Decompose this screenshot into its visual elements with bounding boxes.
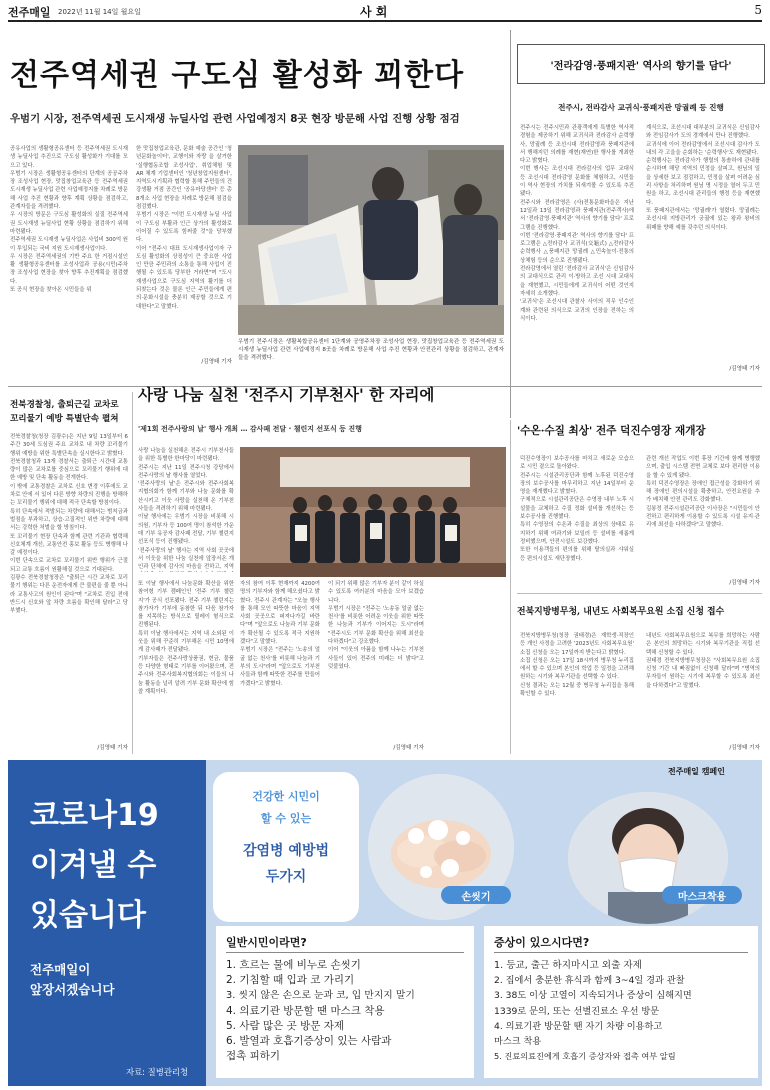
symptoms-heading: 증상이 있으시다면?	[494, 936, 590, 949]
general-public-card	[216, 926, 474, 1078]
list-item: 5. 진료의료진에게 호흡기 증상자와 접촉 여부 알림	[494, 1051, 676, 1062]
section-title: 사 회	[360, 5, 388, 19]
right-mid-col-1: 덕진수영장이 보수공사를 마치고 새로운 모습으로 시민 곁으로 돌아왔다. 전주시는 시설관리공단과 함께 노후된 덕진수영장의 보수공사를 마무리하고 지난 14일부터 운영을 재개했다고 밝혔다. 구체적으로 시설관리공단은 수영장 내부 노후 시설물을 교체하고 수질 정화 설비를 개선하는 등 보수공사를 진행했다. 특히 수영장의 수온과 수질을 최상의 상태로 유지하기 위해 여과기와 보일러 등 설비를 새롭게 정비했으며, 안전시설도 보강했다. 또한 이용객들의 편의를 위해 탈의실과 샤워실 등 편의시설도 새단장했다.	[520, 456, 634, 562]
list-item: 4. 의료기관 방문할 땐 마스크 착용	[226, 1004, 385, 1017]
list-item: 4. 의료기관 방문할 땐 자기 차량 이용하고	[494, 1020, 663, 1032]
right-bottom-col-1: 전북지방병무청(청장 권태경)은 재학생·직장인 등 개인 사정을 고려한 '2023년도 사회복무요원' 소집 신청을 오는 17일까지 받는다고 밝혔다. 소집 신청은 오는 17일 18시까지 병무청 누리집에서 할 수 있으며 본인의 학업 등 일정을 고려해 원하는 시기와 복무기관을 선택할 수 있다. 신청 결과는 오는 12월 중 병무청 누리집을 통해 확인할 수 있다.	[520, 633, 634, 698]
symptoms-underline	[494, 952, 748, 953]
issue-date: 2022년 11월 14일 월요일	[58, 8, 141, 16]
bubble-line-3: 감염병 예방법	[242, 843, 330, 859]
divider-vertical-left	[132, 392, 133, 754]
ad-big-line-2: 이겨낼 수	[30, 848, 157, 883]
main-col-1: 공유사업의 생활형공유센터 등 전주역세권 도시재생 뉴딜사업 추진으로 구도심 활성화가 기대를 모으고 있다. 우범기 시장은 생활형공유센터의 단계의 공공주차장 조성사업 현장, 맛집창업교육관 등 전주역세권 도시재생 뉴딜사업 관련 사업예정지를 차례로 방문해 사업 추진 현황과 향후 계획 상황을 점검하고, 관계자들을 격려했다. 우 시장의 방문은 구도심 활성화의 실질 전주역세권 도시재생 뉴딜사업 현황 상황을 점검하기 위해 마련됐다. 전주역세권 도시재생 뉴딜사업은 사업비 300억 원이 투입되는 국비 지원 도시재생사업이다. 우 시장은 전주역세권의 기반 주요 한 거점시설인 활 생활형공유센터를 조성사업과 공용(시민)주차장 조성사업 현장을 찾아 향후 추진계획을 점검했다. 또 공식 현장을 찾아온 시민들을 위	[10, 146, 128, 294]
site-visit-photo-illustration	[238, 145, 504, 335]
list-item: 3. 씻지 않은 손으로 눈과 코, 입 만지지 말기	[226, 990, 415, 1002]
donation-photo	[240, 447, 506, 577]
masthead	[8, 3, 762, 19]
main-headline: 전주역세권 구도심 활성화 꾀한다	[10, 58, 465, 93]
mask-icon	[568, 792, 728, 924]
symptoms-card	[484, 926, 758, 1078]
list-item: 5. 사람 많은 곳 방문 자제	[226, 1019, 344, 1032]
list-item: 접촉 피하기	[226, 1050, 281, 1063]
main-photo-caption: 우범기 전주시장은 생활복합공유센터 1단계와 공영주차장 조성사업 현장, 맛집창업교육관 등 전주역세권 도시재생 뉴딜사업 관련 사업예정지 8곳을 차례로 방문해 사업 추진 현황과 안전관리 상황을 점검하고, 관계자들을 격려했다.	[238, 339, 504, 362]
group-photo-illustration	[240, 447, 506, 577]
list-item: 1339로 문의, 또는 선별진료소 우선 방문	[494, 1005, 660, 1017]
paper-name: 전주매일	[8, 6, 51, 19]
general-public-heading: 일반시민이라면?	[226, 936, 307, 949]
list-item: 2. 기침할 때 입과 코 가리기	[226, 974, 355, 987]
right-top-headline: '전라감영·풍패지관' 역사의 향기를 담다'	[550, 60, 732, 72]
main-col-2: 한 맛집창업교육관, 문화 예술 공간인 '청년문화놀이터', 교행이와 자랑 을 살거한 '실행협동조합 조성사업', 취업체험 및 AR 체계 기업센터인 '청년창업지원센터', 지역도시기획과 협력할 통해 주민들의 건강생활 거점 공간인 '공유마당센터' 등 총 8개소 사업 현장을 차례로 방문해 점검을 점검했다. 우범기 시장은 "이번 도시재생 뉴딜 사업이 구도심 부활과 인근 상가의 활성화로 이어질 수 있도록 힘써줄 것"을 당부했다. 이어 "전주시 대표 도시재생사업이자 구도심 활성화의 상징성이 큰 중요한 사업인 만큼 주민과의 소통을 통해 사업이 진행될 수 있도록 당부한 거라면"며 "도시재생사업으로 구도심 지역의 활기를 더 되찾는다 것은 물론 인근 주민들에게 편의·문화시설을 충분히 제공할 것으로 기대한다"고 말했다.	[136, 146, 232, 310]
left-mid-byline: /김영태 기자	[97, 745, 128, 751]
covid-campaign-ad	[8, 760, 762, 1086]
list-item: 1. 등교, 출근 하지마시고 외출 자제	[494, 960, 642, 971]
center-mid-col-4: 이 되기 위해 많은 기부자 분이 같이 하실 수 있도록 여러분의 마음을 모아 보겠습니다. 우범기 시장은 "전주는 '노송동 얼굴 없는 천사'를 비롯한 어려운 이웃을 위한 따뜻한 나눔과 기부가 이어지는 도시"라며 "전주시도 기부 문화 확산을 위해 최선을 다하겠다"고 강조했다. 이어 "이웃의 아픔을 함께 나누는 기부천사들이 있어 전주의 미래는 더 밝다"고 덧붙였다.	[328, 581, 424, 670]
ad-campaign-label: 전주매일 캠페인	[668, 767, 725, 776]
ad-sub-line-1: 전주매일이	[30, 962, 91, 977]
divider-vertical-right	[510, 420, 511, 754]
bubble-line-4: 두가지	[265, 869, 307, 885]
center-mid-col-1: 사랑 나눔을 실천해온 전주시 기부천사들을 위한 특별한 한마당이 마련됐다. 전주시는 지난 11일 전주시청 강당에서 전주사랑의 날 행사를 열었다. '전주사랑의 날'은 전주시와 전주사회복지협의회가 함께 기부와 나눔 문화를 확산시키고 이웃 사랑을 실천해 온 기부천사들을 격려하기 위해 마련됐다. 이날 행사에는 우범기 시장을 비롯해 시의원, 기부자 등 100여 명이 참석한 가운데 기부 유공자 감사패 전달, 기부 챌린지 선포식 등이 진행됐다. '전주사랑의 날' 행사는 지역 사회 곳곳에서 이웃을 위한 나눔 실천에 앞장서온 개인과 단체에 감사의 마음을 전하고, 지역	[138, 448, 234, 571]
right-bottom-col-2: 내년도 사회복무요원으로 복무를 희망하는 사람은 본인의 희망하는 시기와 복무기관을 직접 선택해 신청할 수 있다. 권태경 전북지방병무청장은 "사회복무요원 소집 신청 기간 내 빠짐없이 신청해 달라"며 "병역의무자들이 원하는 시기에 복무할 수 있도록 최선을 다하겠다"고 말했다.	[646, 633, 760, 689]
list-item: 마스크 착용	[494, 1036, 542, 1048]
center-mid-byline: /김영태 기자	[393, 745, 424, 751]
right-bottom-byline: /김영태 기자	[729, 745, 760, 751]
right-top-byline: /김영태 기자	[729, 366, 760, 372]
right-top-col-2: 계식으로, 조선시대 대부분의 교귀식은 신임감사와 전임감사가 도의 경계에서 만나 진행했다. 교귀식에 이어 전라감영에서 조선시대 감사가 도내의 각 고을을 순회하는 '순력행사'도 재현됐다. 순력행사는 전라감사가 행렬의 통솔하에 관내를 순시하며 해당 지역의 민정을 살피고, 원님의 일을 상세한 보고 점검하고, 민정을 살펴 어려운 심리 사항을 처리하며 원님 명 시정을 열어 두고 민원을 하고, 조선시대 관리들의 행정 등을 재현했다. 또 풍패지관에서는 '망궐례'가 열렸다. 망궐례는 조선시대 지방관리가 궁궐에 있는 왕과 왕비의 위패를 향해 예를 갖추던 의식이다.	[646, 125, 760, 231]
main-subhead: 우범기 시장, 전주역세권 도시재생 뉴딜사업 관련 사업예정지 8곳 현장 방문해 사업 진행 상황 점검	[10, 113, 460, 125]
divider-vertical-top	[510, 30, 511, 418]
main-col-2-byline: /김영태 기자	[201, 359, 232, 365]
center-mid-col-3: 자의 참여 이후 현재까지 4200여 명의 기부자와 함께 해오셨다고 밝혔다. 전주시 관계자는 "오늘 행사를 통해 모인 따뜻한 마음이 지역 사회 곳곳으로 퍼져나가길 바란다"며 "앞으로도 나눔과 기부 문화가 확산될 수 있도록 적극 지원하겠다"고 말했다. 우범기 시장은 "전주는 '노송의 얼굴 없는 천사'를 비롯해 나눔과 기부의 도시"라며 "앞으로도 기부천사들과 함께 따뜻한 전주를 만들어 가겠다"고 밝혔다.	[240, 581, 320, 687]
handwash-label: 손씻기	[461, 892, 491, 903]
list-item: 3. 38도 이상 고열이 지속되거나 증상이 심해지면	[494, 990, 692, 1002]
list-item: 6. 발열과 호흡기증상이 있는 사람과	[226, 1035, 392, 1048]
bubble-line-2: 할 수 있는	[260, 812, 312, 825]
right-top-col-1: 전주시는 전주시민과 관광객에게 특별한 역사적 경험을 제공하기 위해 교귀식과 전라감사 순력행사, 망궐례 등 조선시대 전라감영과 풍패지관에서 행해지던 의례를 재현(재연)한 행사를 개최한다고 밝혔다. 이번 행사는 조선시대 전라감사의 업무 교대식 등 조선시대 전라감영 문화를 체험하고, 시민들이 역사 현장의 가치를 되새겨볼 수 있도록 추진됐다. 전주시와 전라감영은 (사)전통문화마을은 지난 12일과 13일 전라감영과 풍패지관(전주객사)에서 '전라감영·풍패지관' 역사의 향기를 담다' 프로그램을 진행했다. 이번 '전라감영·풍패지관' 역사의 향기를 담다' 프로그램은 △전라감사 교귀식(交龜式) △전라감사 순력행사 △풍패지관 망궐례 △민속놀이·전통의상체험 등의 순으로 진행됐다. 전라감영에서 열린 '전라감사 교귀식'은 신임감사의 교대식으로 관리 이·방하고 조선 시대 교대식을 재현했고, 시민들에게 교귀식이 어떤 것인지 자세히 소개했다. '교귀식'은 조선시대 관찰사 사이의 직무 인수인계와 관련된 의식으로 교귀의 인장을 전하는 의식이다.	[520, 125, 634, 322]
bubble-line-1: 건강한 시민이	[252, 790, 320, 803]
symptoms-list	[494, 958, 756, 1064]
mask-label: 마스크착용	[677, 892, 727, 903]
center-mid-col-2: 또 이날 행사에서 나눔문화 확산을 위한 참여형 기부 캠페인인 '전주 기부 챌린지'가 공식 선포됐다. 전주 기부 챌린지는 참가자가 기부에 동참한 뒤 다음 참가자를 지목하는 방식으로 릴레이 형식으로 진행된다. 특히 이날 행사에서는 지역 내 소외된 이웃을 위해 꾸준히 기부해온 시민 10명에게 감사패가 전달됐다. 기부자들은 전주사랑상품권, 현금, 물품 등 다양한 형태로 기부를 이어왔으며, 전주시와 전주사회복지협의회는 이들의 나눔 활동을 널리 알려 기부 문화 확산에 힘쓸 계획이다.	[138, 581, 234, 695]
ad-source: 자료: 질병관리청	[126, 1067, 189, 1077]
right-top-subhead: 전주시, 전라감사 교귀식·풍패지관 망궐례 등 진행	[558, 103, 724, 112]
left-mid-headline: 전북경찰청, 출퇴근길 교차로 꼬리물기 예방 특별단속 펼쳐	[10, 400, 119, 424]
right-mid-col-2: 관련 개선 작업도 이번 휴장 기간에 함께 병행했으며, 출입 시스템 전면 교체로 보다 편리한 이용을 할 수 있게 됐다. 특히 덕진수영장은 장애인 접근성을 강화하기 위해 장애인 편의시설을 확충하고, 안전요원을 추가 배치해 안전 관리도 강화했다. 김봉정 전주시설관리공단 이사장은 "시민들이 안전하고 편리하게 이용할 수 있도록 시설 유지·관리에 최선을 다하겠다"고 말했다.	[646, 456, 760, 529]
header-rule	[8, 20, 762, 22]
right-top-headline-box	[517, 44, 765, 84]
list-item: 1. 흐르는 물에 비누로 손씻기	[226, 959, 361, 971]
ad-sub-line-2: 앞장서겠습니다	[30, 982, 115, 997]
right-mid-byline: /김영태 기자	[729, 580, 760, 586]
page-number: 5	[754, 3, 762, 17]
divider-horizontal-right	[517, 593, 762, 594]
ad-big-line-1: 코로나19	[30, 798, 159, 833]
right-bottom-headline: 전북지방병무청, 내년도 사회복무요원 소집 신청 접수	[517, 607, 725, 617]
center-mid-headline: 사랑 나눔 실천 '전주시 기부천사' 한 자리에	[138, 385, 435, 404]
left-mid-body: 전북경찰청(청장 김광수)은 지난 9일 13일부터 6주간 30세 도심권 주요 교차로 내 차량 꼬리물기 행위 예방을 위한 특별단속을 실시한다고 밝혔다. 전북경찰청과 13개 경찰서는 출퇴근 시간대 교통량이 많은 교차로를 중심으로 꼬리물기 행위에 대한 예방 및 단속 활동을 전개한다. 이 밖에 교통경찰은 교차로 신호 변경 이후에도 교차로 안에 서 있어 다른 방향 차량의 진행을 방해하는 꼬리물기 행위에 대해 적극 단속할 방침이다. 특히 단속에서 적발되는 차량에 대해서는 범칙금과 벌점을 부과하고, 상습·고질적인 위반 차량에 대해서는 강력한 처벌을 할 방침이다. 또 꼬리물기 현장 단속과 함께 관련 기관과 협력해 신호체계 개선, 교통안전 홍보 활동 등도 병행해 나갈 예정이다. 이번 단속으로 교차로 꼬리물기 위반 행위가 근절되고 교통 흐름이 원활해질 것으로 기대된다. 김광수 전북경찰청장은 "출퇴근 시간 교차로 꼬리물기 행위는 다른 운전자에게 큰 불편을 줄 뿐 아니라 교통사고의 원인이 된다"며 "교차로 진입 전에 반드시 신호와 앞 차량 흐름을 확인해 달라"고 당부했다.	[10, 434, 128, 615]
center-mid-subhead: '제1회 전주사랑의 날' 행사 개최 … 감사패 전달 · 챌린지 선포식 등 진행	[138, 425, 362, 433]
list-item: 2. 집에서 충분한 휴식과 함께 3~4일 경과 관찰	[494, 975, 685, 987]
general-public-list	[226, 958, 471, 1064]
ad-big-line-3: 있습니다	[30, 898, 146, 933]
main-photo	[238, 145, 504, 335]
mask-circle	[568, 792, 728, 924]
general-public-underline	[226, 952, 464, 953]
right-mid-headline: '수온·수질 최상' 전주 덕진수영장 재개장	[517, 425, 706, 437]
